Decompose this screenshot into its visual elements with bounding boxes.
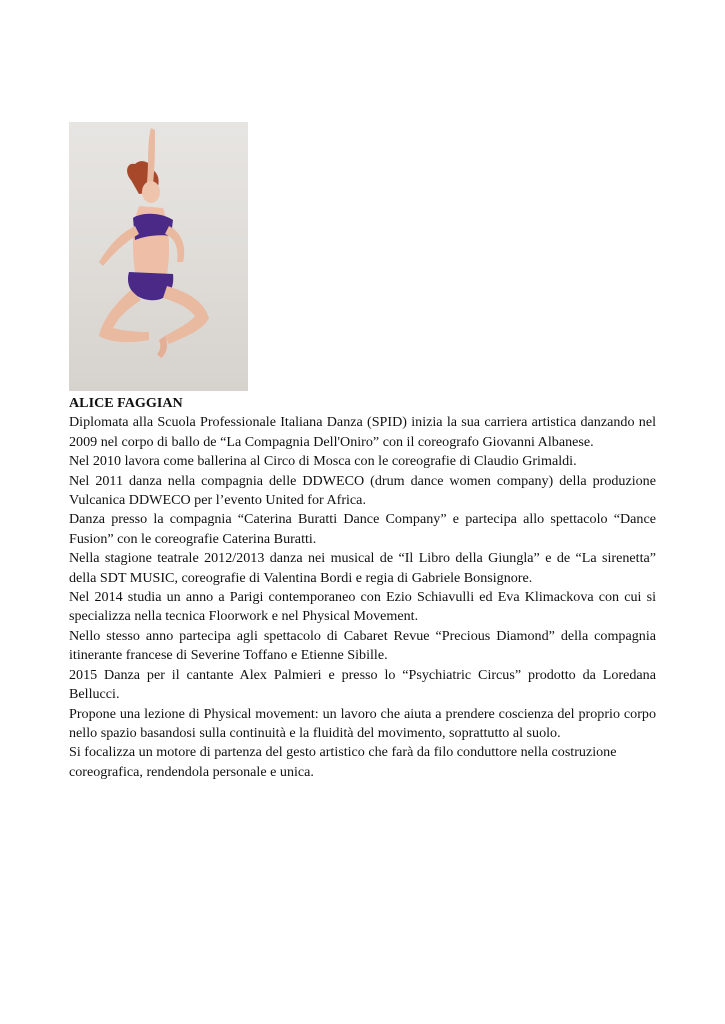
bio-paragraph-3: Nel 2011 danza nella compagnia delle DDWECO (drum dance women company) della produzione Vulcanica DDWECO per l’evento United for Africa. bbox=[69, 472, 656, 509]
foot-shape bbox=[157, 336, 167, 358]
bio-paragraph-2: Nel 2010 lavora come ballerina al Circo di Mosca con le coreografie di Claudio Grimaldi. bbox=[69, 453, 577, 470]
dancer-illustration bbox=[69, 122, 248, 391]
bio-paragraph-10: Si focalizza un motore di partenza del gesto artistico che farà da filo conduttore nella costruzione coreografica, rendendola personale e unica. bbox=[69, 744, 617, 780]
bio-paragraph-7: Nello stesso anno partecipa agli spettacolo di Cabaret Revue “Precious Diamond” della compagnia itinerante francese di Severine Toffano e Etienne Sibille. bbox=[69, 627, 656, 664]
head-shape bbox=[142, 181, 160, 203]
dancer-photo bbox=[69, 122, 248, 391]
bio-text bbox=[69, 394, 656, 782]
bio-paragraph-6: Nel 2014 studia un anno a Parigi contemporaneo con Ezio Schiavulli ed Eva Klimackova con cui si specializza nella tecnica Floorwork e nel Physical Movement. bbox=[69, 589, 656, 625]
right-leg-shape bbox=[163, 286, 209, 344]
bio-paragraph-1: Diplomata alla Scuola Professionale Italiana Danza (SPID) inizia la sua carriera artistica danzando nel 2009 nel corpo di ballo de “La Compagnia Dell'Oniro” con il coreografo Giovanni Albanese. bbox=[69, 414, 656, 450]
bio-paragraph-4: Danza presso la compagnia “Caterina Buratti Dance Company” e partecipa allo spettacolo “Dance Fusion” con le coreografie Caterina Buratti. bbox=[69, 511, 656, 547]
bio-paragraph-9: Propone una lezione di Physical movement: un lavoro che aiuta a prendere coscienza del proprio corpo nello spazio basandosi sulla continuità e la fluidità del movimento, soprattutto al suolo. bbox=[69, 705, 656, 741]
dancer-name-heading: ALICE FAGGIAN bbox=[69, 395, 183, 411]
bio-paragraph-5: Nella stagione teatrale 2012/2013 danza nei musical de “Il Libro della Giungla” e de “La sirenetta” della SDT MUSIC, coreografie di Valentina Bordi e regia di Gabriele Bonsignore. bbox=[69, 550, 656, 586]
bio-paragraph-8: 2015 Danza per il cantante Alex Palmieri e presso lo “Psychiatric Circus” prodotto da Loredana Bellucci. bbox=[69, 666, 656, 703]
